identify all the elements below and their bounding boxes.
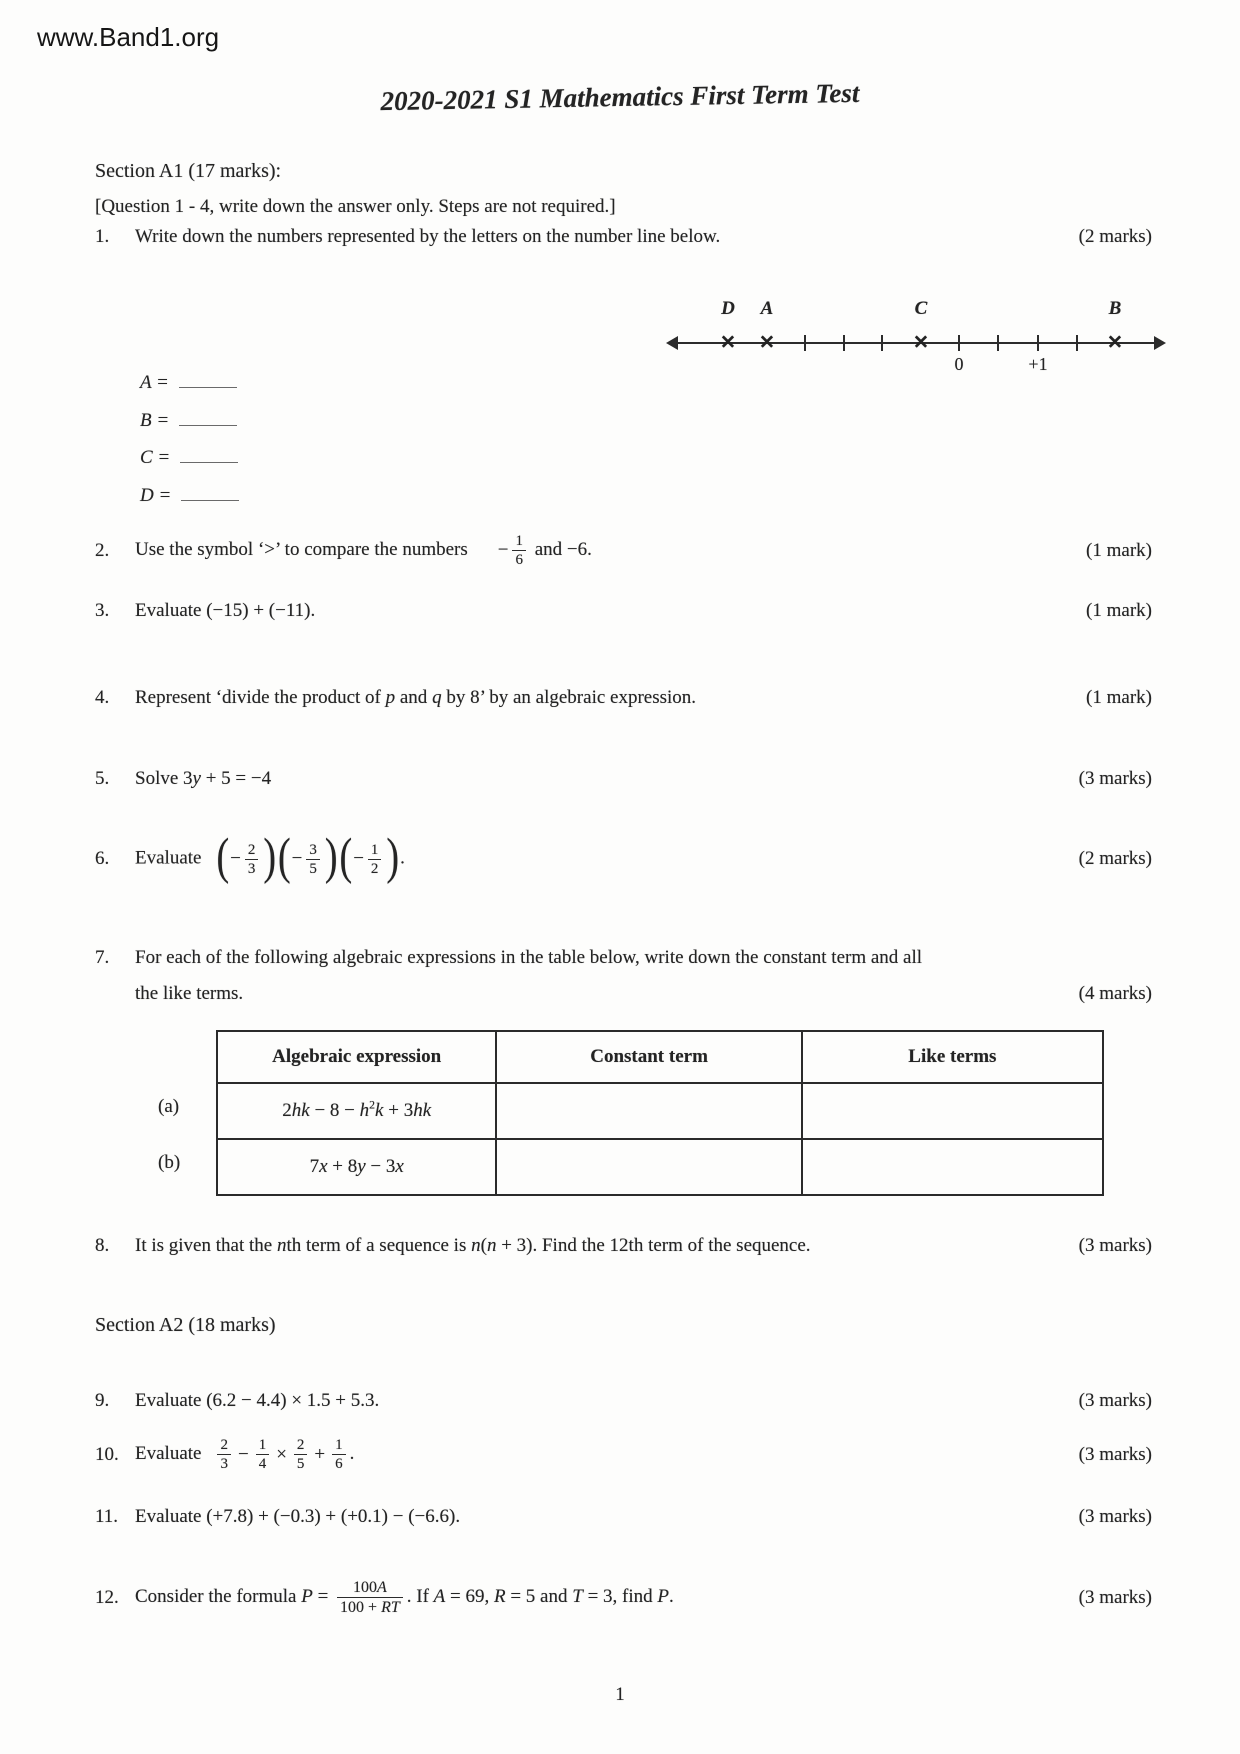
like-terms-cell-empty [802,1083,1103,1139]
point-label-B: B [1108,298,1122,319]
numerator: 1 [256,1436,270,1455]
constant-term-cell-empty [496,1139,801,1195]
question-11 [95,1506,1152,1528]
text-segment: Represent ‘divide the product of [135,687,386,708]
text-segment: . [669,1586,674,1608]
page-number: 1 [615,1684,625,1705]
expr-variable: hk [413,1100,432,1121]
cross-mark-C: ✕ [913,332,929,354]
question-text: Evaluate (−15) + (−11). [135,600,316,621]
question-number: 10. [95,1443,119,1465]
answer-line [180,448,238,463]
expr-variable: k [375,1100,384,1121]
question-3 [95,600,1152,622]
tick-mark [843,335,845,351]
fraction [332,1436,346,1473]
close-paren: ) [324,828,338,886]
marks-label: (3 marks) [1078,768,1152,789]
question-number: 7. [95,947,110,968]
text-segment: + 3). Find the 12th term of the sequence. [496,1235,811,1256]
text-segment: = 3, find [582,1586,658,1608]
variable-T: T [572,1586,583,1608]
question-2 [95,532,1152,569]
variable-n: n [486,1235,497,1256]
text-segment: It is given that the [135,1235,277,1256]
text-segment: ( [480,1235,487,1256]
text-segment: = [312,1586,334,1608]
marks-label: (3 marks) [1078,1235,1152,1256]
open-paren: ( [278,828,291,886]
site-watermark: www.Band1.org [37,22,220,52]
variable-n: n [471,1235,481,1256]
answer-line [179,373,237,388]
axis-label-zero: 0 [954,354,964,374]
header-like-terms: Like terms [802,1031,1103,1083]
question-text [135,1578,1069,1617]
expr-variable: x [395,1156,404,1177]
text-segment: . If [406,1586,434,1608]
answer-label: C = [140,447,171,468]
number-line-figure [660,296,1172,384]
text-segment: Evaluate [135,1442,202,1464]
text-segment: Evaluate [135,847,202,869]
fraction [368,841,382,878]
variable-n: n [276,1235,287,1256]
expression-cell [217,1083,496,1139]
tick-mark [1076,335,1078,351]
question-1 [95,226,1152,248]
numerator: 2 [217,1436,231,1455]
text-line-1: For each of the following algebraic expressions in the table below, write down the constant term and all [135,947,923,968]
variable-q: q [432,687,442,708]
variable-y: y [192,768,201,789]
variable-A: A [377,1579,387,1596]
answer-blank-B [140,410,237,432]
section-a1-heading: Section A1 (17 marks): [95,160,282,182]
section-a2-heading: Section A2 (18 marks) [95,1314,276,1336]
question-text: Evaluate (+7.8) + (−0.3) + (+0.1) − (−6.6). [135,1506,461,1527]
question-text [135,1436,1069,1473]
variable-R: R [493,1586,506,1608]
header-algebraic-expression: Algebraic expression [217,1031,496,1083]
question-number: 9. [95,1390,110,1411]
question-6 [95,828,1152,886]
denominator: 4 [258,1456,267,1472]
answer-line [181,486,239,501]
period: . [349,1442,355,1464]
row-label-a: (a) [158,1096,180,1117]
expr-segment: 2 [282,1100,292,1121]
variable-P: P [657,1586,670,1608]
question-text: Write down the numbers represented by the letters on the number line below. [135,226,721,247]
denominator: 5 [296,1456,305,1472]
header-constant-term: Constant term [496,1031,801,1083]
question-7 [95,940,1152,1012]
question-number: 11. [95,1506,119,1527]
question-text [135,687,1076,709]
den-text: 100 + [340,1599,382,1617]
text-segment: Use the symbol ‘>’ to compare the numbers [135,538,468,560]
question-text [135,768,1069,790]
text-segment: Consider the formula [135,1586,302,1608]
text-segment: + 5 = −4 [200,768,272,789]
cross-mark-A: ✕ [759,332,775,354]
row-label-b: (b) [158,1152,181,1173]
variable-A: A [433,1586,446,1608]
minus-sign: − [497,539,509,561]
close-paren: ) [386,828,400,886]
marks-label: (3 marks) [1078,1506,1152,1527]
variable-p: p [385,687,396,708]
numerator: 1 [512,532,526,551]
text-segment: Solve 3 [135,768,193,789]
question-text [135,1235,1069,1257]
minus-sign: − [291,848,303,869]
denominator: 5 [309,860,317,877]
question-10 [95,1436,1152,1473]
answer-line [179,411,237,426]
text-segment: and −6. [534,538,592,560]
text-segment: th term of a sequence is [286,1235,472,1256]
question-5 [95,768,1152,790]
tick-mark [958,335,960,351]
table-header-row [217,1031,1103,1083]
question-number: 2. [95,539,110,561]
question-text [135,940,1069,1012]
tick-mark [1037,335,1039,351]
text-segment: = 69, [445,1586,494,1608]
operator: − [237,1443,249,1465]
cross-mark-B: ✕ [1107,332,1123,354]
fraction [337,1578,403,1617]
marks-label: (1 mark) [1086,600,1152,621]
fraction [256,1436,270,1473]
fraction [512,532,526,569]
question-9 [95,1390,1152,1412]
point-label-D: D [721,298,735,319]
denominator [337,1598,403,1617]
marks-label: (1 mark) [1086,687,1152,708]
expr-segment: + 3 [383,1100,414,1121]
answer-label: A = [140,372,169,393]
minus-sign: − [230,848,241,869]
question-12 [95,1578,1152,1617]
question-text: Evaluate (6.2 − 4.4) × 1.5 + 5.3. [135,1390,380,1411]
expr-segment: − 3 [365,1156,396,1177]
open-paren: ( [216,828,230,886]
minus-sign: − [353,848,364,869]
denominator: 2 [370,860,379,877]
denominator: 6 [335,1456,343,1472]
fraction [294,1436,308,1473]
fraction [306,841,320,878]
denominator: 3 [247,860,256,877]
numerator: 1 [332,1436,346,1455]
marks-label: (3 marks) [1078,1390,1152,1411]
variable-P: P [301,1586,313,1608]
numerator: 2 [245,841,259,860]
fraction [217,1436,231,1473]
numerator: 3 [306,841,320,860]
answer-blank-A [140,372,237,394]
expr-variable: hk [291,1100,310,1121]
cross-mark-D: ✕ [720,332,736,354]
numerator [337,1578,403,1598]
denominator: 6 [515,552,523,568]
period: . [400,847,405,869]
question-text [135,828,1069,886]
question-number: 12. [95,1586,119,1608]
variable-RT: RT [381,1599,400,1617]
section-a1-note: [Question 1 - 4, write down the answer only. Steps are not required.] [95,196,616,217]
point-label-C: C [914,298,928,319]
marks-label: (2 marks) [1078,848,1152,869]
point-label-A: A [760,298,774,319]
tick-mark [804,335,806,351]
constant-term-cell-empty [496,1083,801,1139]
question-number: 4. [95,687,110,708]
expr-variable: y [357,1156,366,1177]
answer-label: D = [140,485,172,506]
marks-label: (3 marks) [1078,1586,1152,1608]
table-row-a [217,1083,1103,1139]
question-number: 8. [95,1235,110,1256]
question-8 [95,1235,1152,1257]
text-line-2: the like terms. [135,983,244,1004]
question-number: 6. [95,848,110,869]
denominator: 3 [220,1456,228,1472]
axis-label-plus-one: +1 [1028,354,1048,374]
operator: + [314,1443,326,1465]
marks-label: (2 marks) [1078,226,1152,247]
numerator: 1 [368,841,382,860]
question-number: 1. [95,226,110,247]
expr-variable: x [319,1156,328,1177]
like-terms-cell-empty [802,1139,1103,1195]
tick-mark [881,335,883,351]
expr-segment: − 8 − [309,1100,360,1121]
open-paren: ( [339,828,353,886]
text-segment: = 5 and [505,1586,573,1608]
marks-label: (1 mark) [1086,539,1152,561]
tick-mark [997,335,999,351]
exponent: 2 [369,1098,376,1112]
answer-blank-C [140,447,238,469]
num-coefficient: 100 [353,1579,377,1596]
close-paren: ) [263,828,276,886]
text-segment: by 8’ by an algebraic expression. [441,687,697,708]
expression-cell [217,1139,496,1195]
expr-segment: + 8 [327,1156,358,1177]
expr-variable: h [359,1100,370,1121]
answer-label: B = [140,410,170,431]
expr-segment: 7 [309,1156,320,1177]
numerator: 2 [294,1436,308,1455]
marks-label: (3 marks) [1078,1443,1152,1465]
expression-table [216,1030,1104,1196]
page-title: 2020-2021 S1 Mathematics First Term Test [380,77,860,117]
question-number: 5. [95,768,110,789]
question-text [135,532,1076,569]
fraction [245,841,259,878]
question-number: 3. [95,600,110,621]
operator: × [276,1443,287,1465]
answer-blank-D [140,485,239,507]
text-segment: and [395,687,433,708]
marks-label: (4 marks) [1078,983,1152,1004]
question-4 [95,687,1152,709]
right-arrow-icon [1154,336,1166,350]
table-row-b [217,1139,1103,1195]
